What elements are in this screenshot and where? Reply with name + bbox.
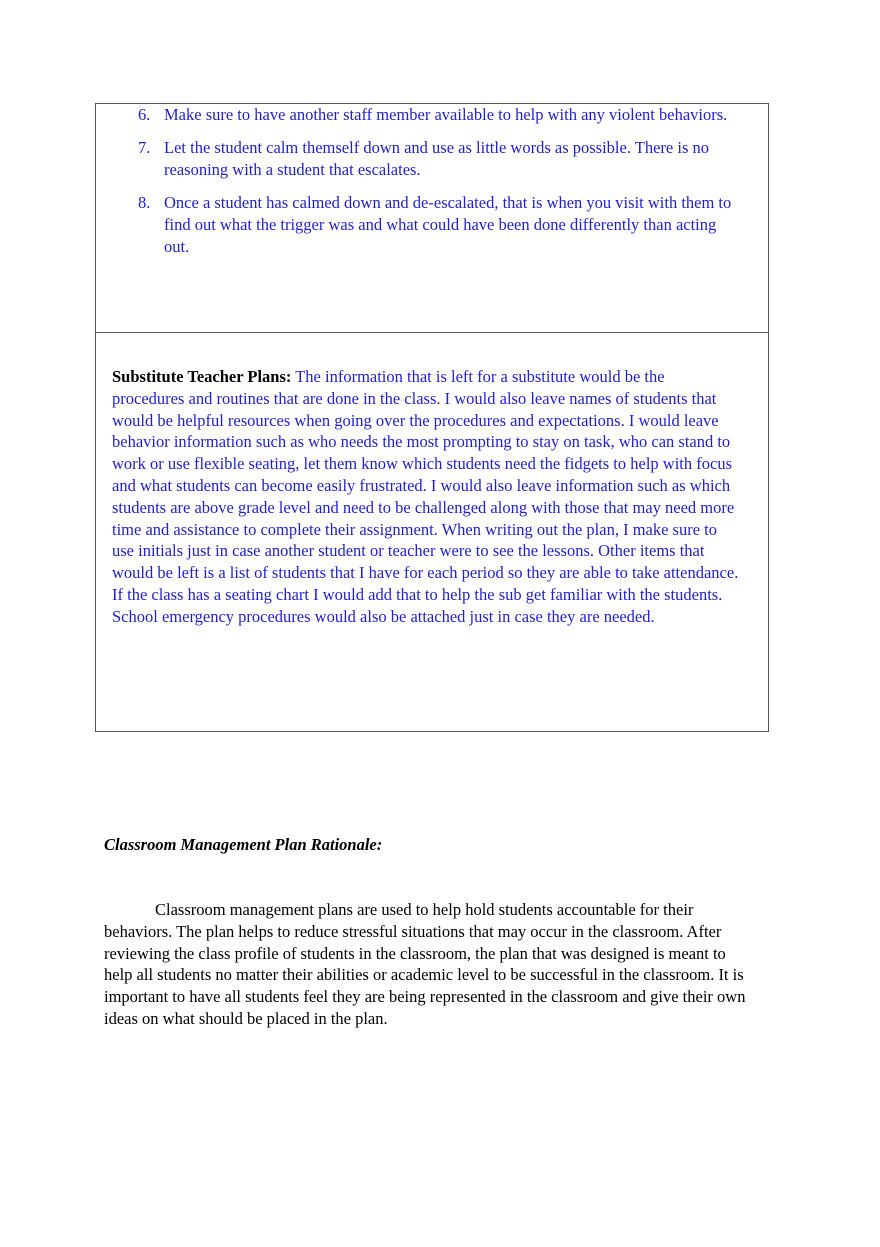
substitute-plans-paragraph: [112, 366, 772, 628]
rationale-line: ideas on what should be placed in the plan.: [104, 1008, 388, 1028]
substitute-line: School emergency procedures would also be attached just in case they are needed.: [112, 606, 655, 626]
step-text-line: Once a student has calmed down and de-escalated, that is when you visit with them to: [164, 193, 732, 212]
rationale-paragraph: [104, 899, 784, 1030]
substitute-line: and what students can become easily frustrated. I would also leave information such as which: [112, 475, 731, 495]
step-item: [96, 104, 768, 126]
de-escalation-steps-list: [96, 104, 768, 258]
rationale-heading: Classroom Management Plan Rationale:: [104, 835, 383, 854]
substitute-line: use initials just in case another student or teacher were to see the lessons. Other items that: [112, 541, 705, 561]
substitute-line: The information that is left for a substitute would be the: [291, 367, 665, 386]
rationale-line: help all students no matter their abilities or academic level to be successful in the classroom. It is: [104, 965, 744, 985]
substitute-line: time and assistance to complete their assignment. When writing out the plan, I make sure to: [112, 519, 717, 539]
step-item: [96, 137, 768, 181]
substitute-plans-label: Substitute Teacher Plans:: [112, 367, 292, 386]
rationale-line: behaviors. The plan helps to reduce stressful situations that may occur in the classroom. After: [104, 921, 722, 941]
substitute-plans-cell: [96, 333, 768, 731]
step-text-line: Let the student calm themself down and use as little words as possible. There is no: [164, 138, 709, 157]
step-text-line: out.: [164, 237, 190, 256]
step-number: 8.: [138, 193, 151, 212]
substitute-line: behavior information such as who needs the most prompting to stay on task, who can stand to: [112, 432, 731, 452]
step-text-line: reasoning with a student that escalates.: [164, 160, 421, 179]
substitute-line: would be helpful resources when going over the procedures and expectations. I would leave: [112, 410, 719, 430]
step-text-line: Make sure to have another staff member available to help with any violent behaviors.: [164, 105, 728, 124]
step-text-line: find out what the trigger was and what could have been done differently than acting: [164, 215, 717, 234]
de-escalation-steps-cell: [96, 104, 768, 333]
substitute-line: would be left is a list of students that I have for each period so they are able to take attendance.: [112, 563, 739, 583]
plan-table: [95, 103, 769, 732]
rationale-line: reviewing the class profile of students in the classroom, the plan that was designed is meant to: [104, 943, 726, 963]
substitute-line: work or use flexible seating, let them know which students need the fidgets to help with focus: [112, 454, 732, 474]
step-number: 7.: [138, 138, 151, 157]
step-item: [96, 192, 768, 258]
substitute-line: If the class has a seating chart I would add that to help the sub get familiar with the students.: [112, 584, 723, 604]
substitute-line: procedures and routines that are done in the class. I would also leave names of students that: [112, 388, 717, 408]
rationale-line: important to have all students feel they are being represented in the classroom and give their own: [104, 987, 746, 1007]
rationale-line: Classroom management plans are used to help hold students accountable for their: [155, 900, 694, 919]
substitute-line: students are above grade level and need to be challenged along with those that may need more: [112, 497, 735, 517]
step-number: 6.: [138, 105, 151, 124]
